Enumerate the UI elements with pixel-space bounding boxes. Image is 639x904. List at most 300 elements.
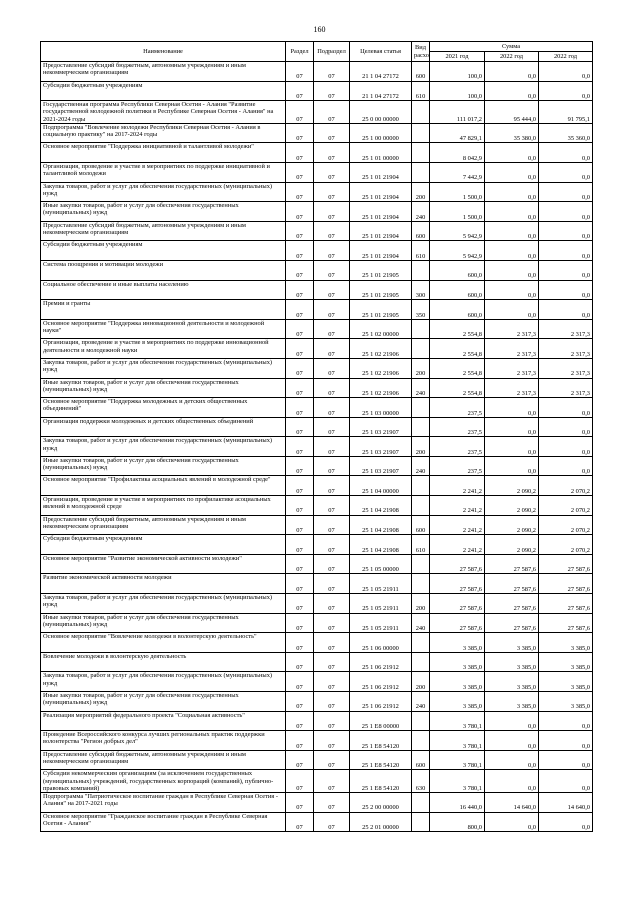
row-sum-2021: 111 017,2 <box>430 101 485 124</box>
row-sum-2023: 27 587,6 <box>539 554 593 574</box>
row-name: Субсидии бюджетным учреждениям <box>41 535 286 555</box>
row-section: 07 <box>286 574 314 594</box>
row-sum-2023: 0,0 <box>539 221 593 241</box>
row-sum-2021: 600,0 <box>430 280 485 300</box>
row-section: 07 <box>286 515 314 535</box>
row-target: 25 1 01 21904 <box>350 221 412 241</box>
table-row <box>41 456 593 476</box>
row-type: 600 <box>412 221 430 241</box>
row-section: 07 <box>286 162 314 182</box>
row-name: Закупка товаров, работ и услуг для обеспечения государственных (муниципальных) нужд <box>41 437 286 457</box>
row-type <box>412 339 430 359</box>
row-sum-2023: 0,0 <box>539 280 593 300</box>
table-row <box>41 280 593 300</box>
row-subsection: 07 <box>314 182 350 202</box>
table-row <box>41 417 593 437</box>
row-sum-2021: 7 442,9 <box>430 162 485 182</box>
row-name: Иные закупки товаров, работ и услуг для обеспечения государственных (муниципальных) нужд <box>41 692 286 712</box>
row-sum-2021: 5 942,9 <box>430 221 485 241</box>
row-sum-2022: 27 587,6 <box>485 554 539 574</box>
row-subsection: 07 <box>314 319 350 339</box>
row-section: 07 <box>286 398 314 418</box>
row-sum-2022: 0,0 <box>485 711 539 731</box>
row-sum-2023: 2 070,2 <box>539 535 593 555</box>
row-sum-2021: 2 241,2 <box>430 496 485 516</box>
row-sum-2023: 0,0 <box>539 260 593 280</box>
row-section: 07 <box>286 62 314 82</box>
row-target: 25 1 03 21907 <box>350 437 412 457</box>
row-section: 07 <box>286 241 314 261</box>
row-type <box>412 496 430 516</box>
row-sum-2023: 2 317,3 <box>539 358 593 378</box>
row-name: Закупка товаров, работ и услуг для обеспечения государственных (муниципальных) нужд <box>41 594 286 614</box>
header-type: Вид расхо <box>412 42 430 62</box>
row-section: 07 <box>286 221 314 241</box>
row-name: Субсидии бюджетным учреждениям <box>41 241 286 261</box>
row-section: 07 <box>286 456 314 476</box>
row-target: 25 1 02 21906 <box>350 378 412 398</box>
table-row <box>41 535 593 555</box>
row-type <box>412 101 430 124</box>
row-sum-2023: 27 587,6 <box>539 574 593 594</box>
row-type: 600 <box>412 62 430 82</box>
row-target: 21 1 04 27172 <box>350 62 412 82</box>
row-section: 07 <box>286 143 314 163</box>
row-type: 610 <box>412 81 430 101</box>
row-type: 240 <box>412 692 430 712</box>
row-sum-2022: 0,0 <box>485 280 539 300</box>
row-target: 25 1 04 21908 <box>350 496 412 516</box>
row-type <box>412 574 430 594</box>
row-name: Подпрограмма "Патриотическое воспитание граждан в Республике Северная Осетия - Алания" на 2017-2021 годы <box>41 793 286 813</box>
row-subsection: 07 <box>314 162 350 182</box>
row-name: Иные закупки товаров, работ и услуг для обеспечения государственных (муниципальных) нужд <box>41 456 286 476</box>
row-subsection: 07 <box>314 456 350 476</box>
row-type: 600 <box>412 515 430 535</box>
table-row <box>41 711 593 731</box>
row-name: Основное мероприятие "Вовлечение молодежи в волонтерскую деятельность" <box>41 633 286 653</box>
row-sum-2023: 0,0 <box>539 202 593 222</box>
row-sum-2021: 100,0 <box>430 81 485 101</box>
table-row <box>41 731 593 751</box>
row-target: 25 1 02 21906 <box>350 358 412 378</box>
row-type <box>412 123 430 143</box>
row-sum-2022: 0,0 <box>485 812 539 832</box>
row-subsection: 07 <box>314 731 350 751</box>
row-subsection: 07 <box>314 339 350 359</box>
row-target: 25 2 00 00000 <box>350 793 412 813</box>
table-row <box>41 770 593 793</box>
row-name: Закупка товаров, работ и услуг для обеспечения государственных (муниципальных) нужд <box>41 182 286 202</box>
row-name: Иные закупки товаров, работ и услуг для обеспечения государственных (муниципальных) нужд <box>41 202 286 222</box>
row-target: 25 1 01 21905 <box>350 300 412 320</box>
row-section: 07 <box>286 260 314 280</box>
row-sum-2023: 0,0 <box>539 81 593 101</box>
row-sum-2022: 2 090,2 <box>485 515 539 535</box>
row-name: Закупка товаров, работ и услуг для обеспечения государственных (муниципальных) нужд <box>41 358 286 378</box>
row-type: 350 <box>412 300 430 320</box>
row-subsection: 07 <box>314 711 350 731</box>
row-section: 07 <box>286 81 314 101</box>
row-sum-2021: 27 587,6 <box>430 554 485 574</box>
row-subsection: 07 <box>314 202 350 222</box>
row-subsection: 07 <box>314 417 350 437</box>
row-sum-2022: 0,0 <box>485 260 539 280</box>
row-target: 25 1 03 21907 <box>350 456 412 476</box>
row-section: 07 <box>286 358 314 378</box>
row-sum-2021: 2 554,8 <box>430 319 485 339</box>
row-sum-2021: 100,0 <box>430 62 485 82</box>
row-sum-2023: 0,0 <box>539 750 593 770</box>
row-sum-2022: 0,0 <box>485 437 539 457</box>
row-sum-2021: 8 042,9 <box>430 143 485 163</box>
row-name: Основное мероприятие "Поддержка инициативной и талантливой молодежи" <box>41 143 286 163</box>
row-sum-2021: 3 385,0 <box>430 652 485 672</box>
row-target: 25 1 01 00000 <box>350 143 412 163</box>
row-name: Основное мероприятие "Поддержка инновационной деятельности и молодежной науки" <box>41 319 286 339</box>
row-subsection: 07 <box>314 241 350 261</box>
row-type: 240 <box>412 202 430 222</box>
row-sum-2021: 2 241,2 <box>430 535 485 555</box>
row-name: Система поощрения и мотивации молодежи <box>41 260 286 280</box>
row-sum-2021: 47 829,1 <box>430 123 485 143</box>
row-target: 25 1 04 21908 <box>350 535 412 555</box>
table-row <box>41 398 593 418</box>
row-target: 25 1 01 21904 <box>350 182 412 202</box>
row-sum-2021: 237,5 <box>430 398 485 418</box>
row-sum-2023: 35 360,0 <box>539 123 593 143</box>
row-sum-2021: 2 554,8 <box>430 378 485 398</box>
row-sum-2022: 2 090,2 <box>485 496 539 516</box>
row-name: Основное мероприятие "Поддержка молодежных и детских общественных объединений" <box>41 398 286 418</box>
row-sum-2022: 0,0 <box>485 221 539 241</box>
table-row <box>41 750 593 770</box>
row-sum-2021: 5 942,9 <box>430 241 485 261</box>
row-name: Премии и гранты <box>41 300 286 320</box>
row-type: 240 <box>412 456 430 476</box>
row-section: 07 <box>286 554 314 574</box>
row-type: 610 <box>412 535 430 555</box>
row-target: 25 1 E8 54120 <box>350 770 412 793</box>
row-subsection: 07 <box>314 398 350 418</box>
row-section: 07 <box>286 613 314 633</box>
row-target: 25 1 E8 00000 <box>350 711 412 731</box>
row-subsection: 07 <box>314 123 350 143</box>
table-row <box>41 81 593 101</box>
row-sum-2023: 0,0 <box>539 62 593 82</box>
row-target: 25 1 05 21911 <box>350 613 412 633</box>
row-target: 25 1 03 21907 <box>350 417 412 437</box>
row-subsection: 07 <box>314 633 350 653</box>
row-sum-2022: 2 317,3 <box>485 378 539 398</box>
row-name: Организация, проведение и участие в мероприятиях по поддержке инновационной деятельности и молодежной науки <box>41 339 286 359</box>
row-sum-2023: 0,0 <box>539 731 593 751</box>
row-sum-2021: 1 500,0 <box>430 202 485 222</box>
row-sum-2022: 27 587,6 <box>485 613 539 633</box>
row-sum-2022: 0,0 <box>485 456 539 476</box>
table-row <box>41 692 593 712</box>
row-target: 25 1 00 00000 <box>350 123 412 143</box>
table-row <box>41 496 593 516</box>
row-subsection: 07 <box>314 652 350 672</box>
row-name: Предоставление субсидий бюджетным, автономным учреждениям и иным некоммерческим организациям <box>41 221 286 241</box>
row-type: 200 <box>412 437 430 457</box>
row-name: Социальное обеспечение и иные выплаты населению <box>41 280 286 300</box>
row-section: 07 <box>286 793 314 813</box>
row-section: 07 <box>286 280 314 300</box>
row-target: 25 1 E8 54120 <box>350 750 412 770</box>
row-sum-2021: 237,5 <box>430 417 485 437</box>
row-sum-2022: 27 587,6 <box>485 574 539 594</box>
row-name: Основное мероприятие "Развитие экономической активности молодежи" <box>41 554 286 574</box>
row-section: 07 <box>286 202 314 222</box>
row-section: 07 <box>286 319 314 339</box>
row-sum-2021: 1 500,0 <box>430 182 485 202</box>
row-sum-2022: 0,0 <box>485 81 539 101</box>
row-subsection: 07 <box>314 300 350 320</box>
row-target: 25 1 06 21912 <box>350 652 412 672</box>
row-subsection: 07 <box>314 554 350 574</box>
row-sum-2021: 2 554,8 <box>430 358 485 378</box>
row-section: 07 <box>286 437 314 457</box>
row-sum-2022: 0,0 <box>485 143 539 163</box>
row-sum-2021: 2 241,2 <box>430 515 485 535</box>
row-section: 07 <box>286 731 314 751</box>
row-sum-2021: 3 780,1 <box>430 770 485 793</box>
row-sum-2021: 27 587,6 <box>430 613 485 633</box>
row-type: 240 <box>412 378 430 398</box>
row-section: 07 <box>286 711 314 731</box>
header-year-2022: 2022 год <box>485 52 539 62</box>
row-sum-2022: 0,0 <box>485 417 539 437</box>
header-subsection: Подраздел <box>314 42 350 62</box>
row-type <box>412 652 430 672</box>
row-sum-2022: 2 317,3 <box>485 339 539 359</box>
row-sum-2022: 27 587,6 <box>485 594 539 614</box>
row-sum-2022: 2 090,2 <box>485 476 539 496</box>
row-sum-2023: 3 385,0 <box>539 633 593 653</box>
row-type: 600 <box>412 750 430 770</box>
row-sum-2021: 600,0 <box>430 260 485 280</box>
row-name: Предоставление субсидий бюджетным, автономным учреждениям и иным некоммерческим организациям <box>41 62 286 82</box>
header-target: Целевая статья <box>350 42 412 62</box>
row-type: 630 <box>412 770 430 793</box>
row-sum-2023: 3 385,0 <box>539 652 593 672</box>
row-sum-2023: 27 587,6 <box>539 594 593 614</box>
row-name: Государственная программа Республики Северная Осетия - Алания "Развитие государственной молодежной политики в Республике Северная Осетия - Алания" на 2021-2024 годы <box>41 101 286 124</box>
table-row <box>41 574 593 594</box>
row-subsection: 07 <box>314 594 350 614</box>
row-type <box>412 319 430 339</box>
row-sum-2023: 3 385,0 <box>539 672 593 692</box>
row-type <box>412 417 430 437</box>
row-sum-2022: 0,0 <box>485 182 539 202</box>
row-sum-2023: 2 317,3 <box>539 378 593 398</box>
row-subsection: 07 <box>314 221 350 241</box>
row-subsection: 07 <box>314 260 350 280</box>
row-sum-2021: 237,5 <box>430 437 485 457</box>
table-row <box>41 62 593 82</box>
row-subsection: 07 <box>314 574 350 594</box>
row-name: Вовлечение молодежи в волонтерскую деятельность <box>41 652 286 672</box>
row-subsection: 07 <box>314 812 350 832</box>
row-target: 25 1 06 21912 <box>350 672 412 692</box>
row-type: 200 <box>412 182 430 202</box>
row-target: 25 1 03 00000 <box>350 398 412 418</box>
row-name: Проведение Всероссийского конкурса лучших региональных практик поддержки волонтерства "Регион добрых дел" <box>41 731 286 751</box>
row-sum-2021: 3 780,1 <box>430 711 485 731</box>
table-row <box>41 143 593 163</box>
row-sum-2023: 2 070,2 <box>539 476 593 496</box>
row-sum-2023: 0,0 <box>539 398 593 418</box>
header-name: Наименование <box>41 42 286 62</box>
row-section: 07 <box>286 770 314 793</box>
row-target: 25 1 01 21904 <box>350 241 412 261</box>
row-subsection: 07 <box>314 692 350 712</box>
row-target: 25 1 01 21905 <box>350 280 412 300</box>
row-sum-2023: 91 795,1 <box>539 101 593 124</box>
row-sum-2023: 0,0 <box>539 241 593 261</box>
row-target: 25 2 01 00000 <box>350 812 412 832</box>
row-sum-2022: 3 385,0 <box>485 633 539 653</box>
row-sum-2021: 800,0 <box>430 812 485 832</box>
row-sum-2023: 0,0 <box>539 300 593 320</box>
row-subsection: 07 <box>314 672 350 692</box>
row-type <box>412 711 430 731</box>
row-sum-2022: 3 385,0 <box>485 672 539 692</box>
row-sum-2022: 2 090,2 <box>485 535 539 555</box>
row-sum-2022: 2 317,3 <box>485 319 539 339</box>
table-row <box>41 613 593 633</box>
row-sum-2021: 3 385,0 <box>430 633 485 653</box>
row-name: Предоставление субсидий бюджетным, автономным учреждениям и иным некоммерческим организациям <box>41 750 286 770</box>
row-sum-2023: 0,0 <box>539 456 593 476</box>
table-row <box>41 476 593 496</box>
row-type <box>412 554 430 574</box>
row-section: 07 <box>286 594 314 614</box>
table-row <box>41 672 593 692</box>
row-sum-2022: 2 317,3 <box>485 358 539 378</box>
row-type: 300 <box>412 280 430 300</box>
row-section: 07 <box>286 812 314 832</box>
row-section: 07 <box>286 496 314 516</box>
row-name: Основное мероприятие "Гражданское воспитание граждан в Республике Северная Осетия - Алания" <box>41 812 286 832</box>
row-subsection: 07 <box>314 535 350 555</box>
row-section: 07 <box>286 123 314 143</box>
header-year-2021: 2021 год <box>430 52 485 62</box>
table-row <box>41 358 593 378</box>
row-section: 07 <box>286 476 314 496</box>
row-subsection: 07 <box>314 476 350 496</box>
row-subsection: 07 <box>314 81 350 101</box>
row-sum-2023: 0,0 <box>539 770 593 793</box>
row-sum-2021: 3 385,0 <box>430 672 485 692</box>
table-row <box>41 123 593 143</box>
row-sum-2021: 2 241,2 <box>430 476 485 496</box>
table-row <box>41 652 593 672</box>
row-sum-2023: 2 070,2 <box>539 496 593 516</box>
row-target: 21 1 04 27172 <box>350 81 412 101</box>
table-row <box>41 594 593 614</box>
row-type: 200 <box>412 672 430 692</box>
row-target: 25 1 05 21911 <box>350 574 412 594</box>
row-type: 200 <box>412 358 430 378</box>
row-name: Субсидии некоммерческим организациям (за исключением государственных (муниципальных) учреждений, государственных корпораций (компаний), публично-правовых компаний) <box>41 770 286 793</box>
row-sum-2022: 95 444,0 <box>485 101 539 124</box>
row-name: Иные закупки товаров, работ и услуг для обеспечения государственных (муниципальных) нужд <box>41 378 286 398</box>
table-row <box>41 241 593 261</box>
row-sum-2022: 0,0 <box>485 241 539 261</box>
row-subsection: 07 <box>314 496 350 516</box>
row-target: 25 1 04 00000 <box>350 476 412 496</box>
row-sum-2022: 14 640,0 <box>485 793 539 813</box>
table-row <box>41 260 593 280</box>
row-type: 200 <box>412 594 430 614</box>
row-sum-2022: 0,0 <box>485 731 539 751</box>
row-name: Субсидии бюджетным учреждениям <box>41 81 286 101</box>
row-subsection: 07 <box>314 358 350 378</box>
row-subsection: 07 <box>314 437 350 457</box>
row-subsection: 07 <box>314 613 350 633</box>
row-sum-2021: 3 385,0 <box>430 692 485 712</box>
row-section: 07 <box>286 417 314 437</box>
row-target: 25 1 06 21912 <box>350 692 412 712</box>
header-sum: Сумма <box>430 42 593 52</box>
row-sum-2022: 0,0 <box>485 398 539 418</box>
row-sum-2023: 0,0 <box>539 812 593 832</box>
row-sum-2023: 0,0 <box>539 437 593 457</box>
row-sum-2021: 600,0 <box>430 300 485 320</box>
row-name: Подпрограмма "Вовлечение молодежи Республики Северная Осетия - Алания в социальную практику" на 2017-2024 годы <box>41 123 286 143</box>
row-name: Организация, проведение и участие в мероприятиях по профилактике асоциальных явлений в молодежной среде <box>41 496 286 516</box>
row-section: 07 <box>286 692 314 712</box>
row-sum-2021: 16 440,0 <box>430 793 485 813</box>
row-type <box>412 633 430 653</box>
row-section: 07 <box>286 101 314 124</box>
row-section: 07 <box>286 750 314 770</box>
row-target: 25 0 00 00000 <box>350 101 412 124</box>
row-type <box>412 162 430 182</box>
table-row <box>41 101 593 124</box>
table-row <box>41 793 593 813</box>
row-name: Закупка товаров, работ и услуг для обеспечения государственных (муниципальных) нужд <box>41 672 286 692</box>
header-section: Раздел <box>286 42 314 62</box>
row-sum-2022: 3 385,0 <box>485 692 539 712</box>
table-row <box>41 554 593 574</box>
row-target: 25 1 05 00000 <box>350 554 412 574</box>
row-name: Предоставление субсидий бюджетным, автономным учреждениям и иным некоммерческим организациям <box>41 515 286 535</box>
row-section: 07 <box>286 633 314 653</box>
row-target: 25 1 04 21908 <box>350 515 412 535</box>
table-row <box>41 221 593 241</box>
row-sum-2022: 35 380,0 <box>485 123 539 143</box>
row-name: Иные закупки товаров, работ и услуг для обеспечения государственных (муниципальных) нужд <box>41 613 286 633</box>
budget-table <box>40 41 593 832</box>
row-sum-2023: 0,0 <box>539 417 593 437</box>
table-row <box>41 378 593 398</box>
row-sum-2023: 14 640,0 <box>539 793 593 813</box>
row-sum-2023: 2 317,3 <box>539 319 593 339</box>
row-name: Развитие экономической активности молодежи <box>41 574 286 594</box>
row-sum-2021: 3 780,1 <box>430 750 485 770</box>
row-sum-2023: 3 385,0 <box>539 692 593 712</box>
row-section: 07 <box>286 182 314 202</box>
row-name: Организация, проведение и участие в мероприятиях по поддержке инициативной и талантливой молодежи <box>41 162 286 182</box>
row-subsection: 07 <box>314 515 350 535</box>
row-sum-2023: 2 317,3 <box>539 339 593 359</box>
row-target: 25 1 E8 54120 <box>350 731 412 751</box>
row-name: Реализация мероприятий федерального проекта "Социальная активность" <box>41 711 286 731</box>
